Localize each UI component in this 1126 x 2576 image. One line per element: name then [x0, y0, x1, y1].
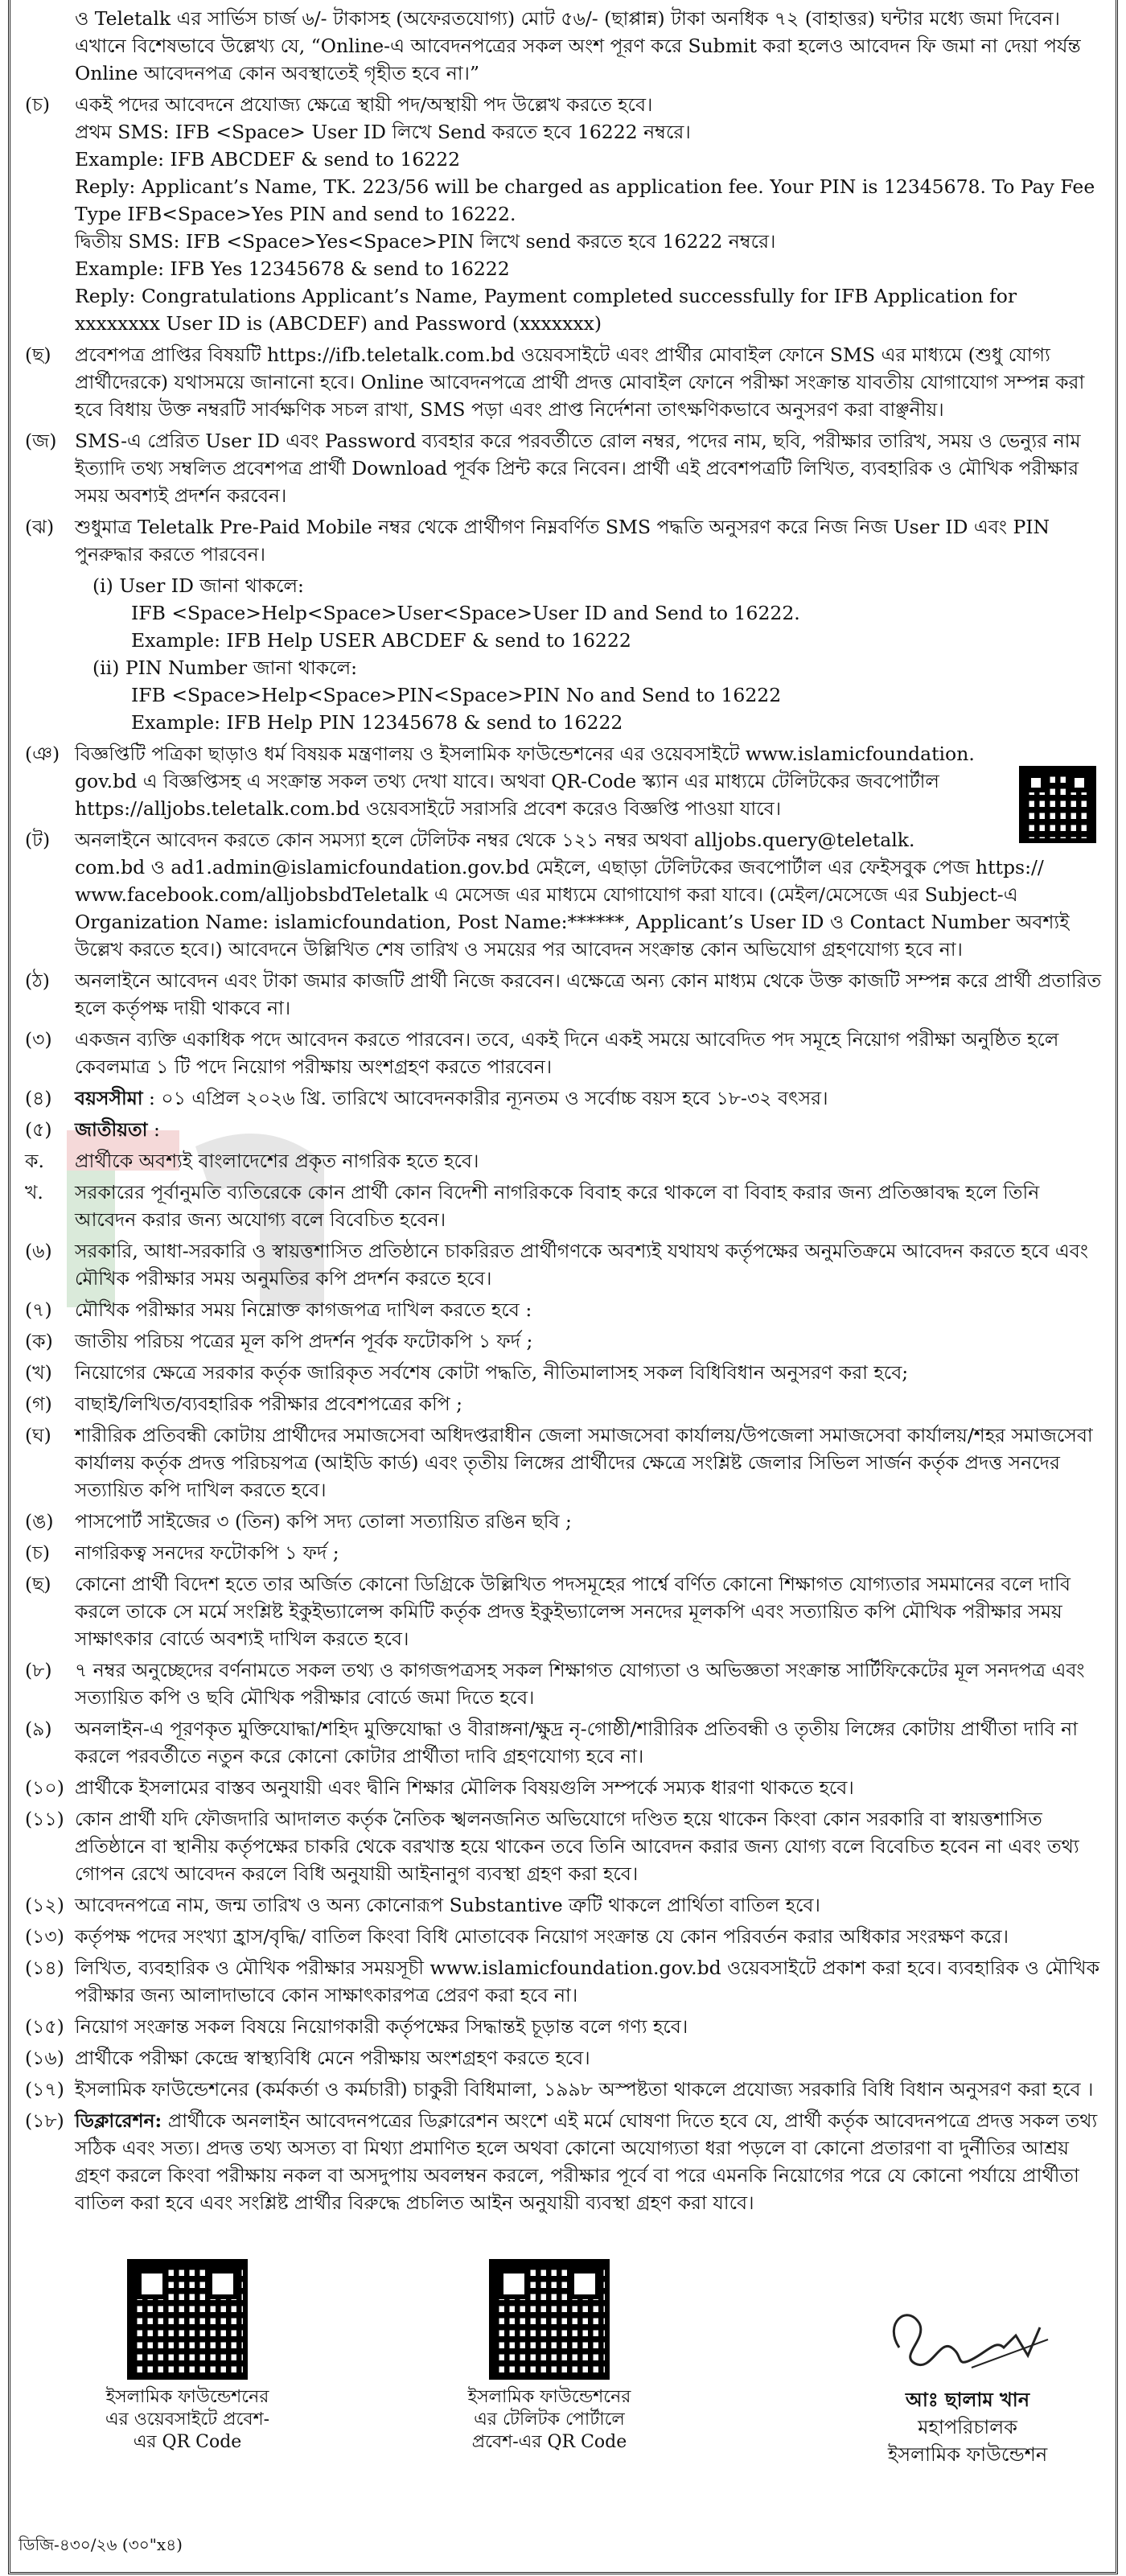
clause-line: [75, 1084, 1103, 1112]
clause-line: শারীরিক প্রতিবন্ধী কোটায় প্রার্থীদের সমাজসেবা অধিদপ্তরাধীন জেলা সমাজসেবা কার্যালয়/উপজেলা সমাজসেবা কার্যালয়/শহর সমাজসেবা কার্যালয় কর্তৃক প্রদত্ত পরিচয়পত্র (আইডি কার্ড) এবং তৃতীয় লিঙ্গের প্রার্থীদের ক্ষেত্রে সংশ্লিষ্ট জেলার সিভিল সার্জন কর্তৃক প্রদত্ত সনদের সত্যায়িত কপি দাখিল করতে হবে।: [75, 1424, 1093, 1501]
clause-text: [75, 1656, 1103, 1711]
userid-recovery-line: Example: IFB Help USER ABCDEF & send to 16222: [131, 629, 631, 652]
qr2-caption-line-1: ইসলামিক ফাউন্ডেশনের: [467, 2387, 631, 2407]
clause-marker: (চ): [25, 1541, 51, 1564]
clause-item: [25, 1147, 1103, 1175]
clause-text: [75, 1237, 1103, 1292]
clause-text: [75, 826, 1103, 963]
clause-line: নিয়োগ সংক্রান্ত সকল বিষয়ে নিয়োগকারী কর্তৃপক্ষের সিদ্ধান্তই চূড়ান্ত বলে গণ্য হবে।: [75, 2015, 688, 2038]
clause-text: [75, 1296, 1103, 1323]
clause-item: [25, 1715, 1103, 1770]
clause-marker: (চ): [25, 93, 51, 116]
clause-marker: ক.: [25, 1150, 44, 1172]
notice-page: [8, 0, 1118, 2574]
clause-line: ৭ নম্বর অনুচ্ছেদের বর্ণনামতে সকল তথ্য ও কাগজপত্রসহ সকল শিক্ষাগত যোগ্যতা ও অভিজ্ঞতা সংক্রান্ত সার্টিফিকেটের মূল সনদপত্র এবং সত্যায়িত কপি ও ছবি মৌখিক পরীক্ষার বোর্ডে জমা দিতে হবে।: [75, 1659, 1085, 1709]
clause-marker: খ.: [25, 1181, 43, 1204]
clause-item: [25, 2076, 1103, 2103]
notice-body: [25, 5, 1103, 2220]
clause-line: বাছাই/লিখিত/ব্যবহারিক পরীক্ষার প্রবেশপত্রের কপি ;: [75, 1393, 463, 1415]
pin-recovery-line: Example: IFB Help PIN 12345678 & send to 16222: [131, 711, 623, 734]
clause-text: [75, 1116, 1103, 1143]
clause-item: [25, 513, 1103, 568]
clause-item: [25, 1026, 1103, 1080]
clause-marker: (ঠ): [25, 969, 50, 992]
clause-line: অনলাইন-এ পূরণকৃত মুক্তিযোদ্ধা/শহিদ মুক্তিযোদ্ধা ও বীরাঙ্গনা/ক্ষুদ্র নৃ-গোষ্ঠী/শারীরিক প্রতিবন্ধী ও তৃতীয় লিঙ্গের কোটায় প্রার্থীতা দাবি না করলে পরবর্তীতে নতুন করে কোনো কোটার প্রার্থীতা দাবি গ্রহণযোগ্য হবে না।: [75, 1718, 1079, 1767]
clause-line-text: প্রার্থীকে অনলাইন আবেদনপত্রের ডিক্লারেশন অংশে এই মর্মে ঘোষণা দিতে হবে যে, প্রার্থী কর্তৃক আবেদনপত্রে প্রদত্ত সকল তথ্য সঠিক এবং সত্য। প্রদত্ত তথ্য অসত্য বা মিথ্যা প্রমাণিত হলে অথবা কোনো অযোগ্যতা ধরা পড়লে বা কোনো প্রতারণা বা দুর্নীতির আশ্রয় গ্রহণ করলে কিংবা পরীক্ষায় নকল বা অসদুপায় অবলম্বন করলে, পরীক্ষার পূর্বে বা পরে এমনকি নিয়োগের পরে যে কোনো পর্যায়ে প্রার্থীতা বাতিল করা হবে এবং সংশ্লিষ্ট প্রার্থীর বিরুদ্ধে প্রচলিত আইন অনুযায়ী ব্যবস্থা গ্রহণ করা যাবে।: [75, 2109, 1098, 2214]
clause-marker: (১৭): [25, 2078, 64, 2101]
clause-item: [25, 1923, 1103, 1950]
clause-item: [25, 1084, 1103, 1112]
clause-line: সরকারি, আধা-সরকারি ও স্বায়ত্তশাসিত প্রতিষ্ঠানে চাকরিরত প্রার্থীগণকে অবশ্যই যথাযথ কর্তৃপক্ষের অনুমতিক্রমে আবেদন করতে হবে এবং মৌখিক পরীক্ষার সময় অনুমতির কপি প্রদর্শন করতে হবে।: [75, 1240, 1088, 1290]
clause-marker: (১৮): [25, 2109, 64, 2132]
clause-item: [25, 2107, 1103, 2216]
clause-line: Reply: Applicant’s Name, TK. 223/56 will be charged as application fee. Your PIN is 12345678. To Pay Fee Type IFB<Space>Yes PIN and send to 16222.: [75, 175, 1095, 225]
clause-marker: (গ): [25, 1393, 52, 1415]
clause-marker: (ঙ): [25, 1510, 54, 1533]
clause-line: নাগরিকত্ব সনদের ফটোকপি ১ ফর্দ ;: [75, 1541, 339, 1564]
clause-marker: (১১): [25, 1808, 64, 1830]
clause-line: মৌখিক পরীক্ষার সময় নিম্নোক্ত কাগজপত্র দাখিল করতে হবে :: [75, 1298, 532, 1321]
clause-text: [75, 1359, 1103, 1386]
clause-line: শুধুমাত্র Teletalk Pre-Paid Mobile নম্বর থেকে প্রার্থীগণ নিম্নবর্ণিত SMS পদ্ধতি অনুসরণ করে নিজ নিজ User ID এবং PIN পুনরুদ্ধার করতে পারবেন।: [75, 516, 1050, 566]
clause-marker: (৭): [25, 1298, 52, 1321]
clause-item: [25, 5, 1103, 87]
clause-item: [25, 967, 1103, 1022]
clause-line: প্রার্থীকে অবশ্যই বাংলাদেশের প্রকৃত নাগরিক হতে হবে।: [75, 1150, 479, 1172]
clause-marker: (জ): [25, 430, 57, 452]
clause-line: অনলাইনে আবেদন এবং টাকা জমার কাজটি প্রার্থী নিজে করবেন। এক্ষেত্রে অন্য কোন মাধ্যম থেকে উক্ত কাজটি সম্পন্ন করে প্রার্থী প্রতারিত হলে কর্তৃপক্ষ দায়ী থাকবে না।: [75, 969, 1102, 1019]
clause-line: প্রবেশপত্র প্রাপ্তির বিষয়টি https://ifb.teletalk.com.bd ওয়েবসাইটে এবং প্রার্থীর মোবাইল ফোনে SMS এর মাধ্যমে (শুধু যোগ্য প্রার্থীদেরকে) যথাসময়ে জানানো হবে। Online আবেদনপত্রে প্রার্থী প্রদত্ত মোবাইল ফোনে পরীক্ষা সংক্রান্ত যাবতীয় যোগাযোগ সম্পন্ন করা হবে বিধায় উক্ত নম্বরটি সার্বক্ষণিক সচল রাখা, SMS পড়া এবং প্রাপ্ত নির্দেশনা তাৎক্ষণিকভাবে অনুসরণ করা বাঞ্ছনীয়।: [75, 344, 1085, 421]
clause-item: [25, 1539, 1103, 1566]
clause-marker: (১৪): [25, 1957, 64, 1979]
clause-text: [75, 1390, 1103, 1418]
teletalk-qr-block: [461, 2259, 638, 2454]
clause-marker: (১০): [25, 1776, 64, 1799]
clause-line: প্রথম SMS: IFB <Space> User ID লিখে Send করতে হবে 16222 নম্বরে।: [75, 121, 691, 143]
pin-recovery-title: (ii) PIN Number জানা থাকলে:: [92, 656, 358, 679]
clause-item: [25, 1390, 1103, 1418]
clause-line-text: :: [147, 1118, 160, 1141]
clause-line: ও Teletalk এর সার্ভিস চার্জ ৬/- টাকাসহ (অফেরতযোগ্য) মোট ৫৬/- (ছাপ্পান্ন) টাকা অনধিক ৭২ (বাহাত্তর) ঘন্টার মধ্যে জমা দিবেন।: [75, 7, 1060, 30]
clause-marker: (৮): [25, 1659, 52, 1681]
clause-item: [25, 1805, 1103, 1887]
clause-line: এখানে বিশেষভাবে উল্লেখ্য যে, “Online-এ আবেদনপত্রের সকল অংশ পূরণ করে Submit করা হলেও আবেদন ফি জমা না দেয়া পর্যন্ত Online আবেদনপত্র কোন অবস্থাতেই গৃহীত হবে না।”: [75, 35, 1081, 84]
clause-line: অনলাইনে আবেদন করতে কোন সমস্যা হলে টেলিটক নম্বর থেকে ১২১ নম্বর অথবা alljobs.query@teletalk.: [75, 829, 915, 851]
signatory-name: আঃ ছালাম খান: [905, 2388, 1030, 2411]
clause-text: [75, 1179, 1103, 1233]
clause-line-text: : ০১ এপ্রিল ২০২৬ খ্রি. তারিখে আবেদনকারীর ন্যূনতম ও সর্বোচ্চ বয়স হবে ১৮-৩২ বৎসর।: [142, 1087, 828, 1109]
handwritten-signature: [875, 2291, 1060, 2380]
signatory-title: মহাপরিচালক: [918, 2416, 1017, 2438]
clause-marker: (৫): [25, 1118, 52, 1141]
clause-item: [25, 826, 1103, 963]
qr1-caption-line-3: এর QR Code: [133, 2432, 242, 2452]
userid-recovery-line: IFB <Space>Help<Space>User<Space>User ID and Send to 16222.: [131, 602, 800, 624]
clause-line: বিজ্ঞপ্তিটি পত্রিকা ছাড়াও ধর্ম বিষয়ক মন্ত্রণালয় ও ইসলামিক ফাউন্ডেশনের এর ওয়েবসাইটে www.islamicfoundation.: [75, 743, 975, 765]
clause-text: [75, 513, 1103, 568]
clause-text: [75, 1570, 1103, 1652]
clause-marker: (১২): [25, 1894, 64, 1916]
clause-item: [25, 1656, 1103, 1711]
alljobs-portal-qr-code[interactable]: [1019, 766, 1096, 843]
clause-marker: (১৬): [25, 2047, 64, 2069]
clause-marker: (১৫): [25, 2015, 64, 2038]
clause-marker: (৩): [25, 1028, 52, 1051]
clause-item: [25, 2013, 1103, 2040]
clause-text: [75, 1084, 1103, 1112]
clause-marker: (খ): [25, 1361, 52, 1384]
clause-item: [25, 1327, 1103, 1355]
clause-heading: ডিক্লারেশন:: [75, 2109, 162, 2132]
clause-marker: (ছ): [25, 344, 51, 366]
clause-line: পাসপোর্ট সাইজের ৩ (তিন) কপি সদ্য তোলা সত্যায়িত রঙিন ছবি ;: [75, 1510, 572, 1533]
clause-line: একজন ব্যক্তি একাধিক পদে আবেদন করতে পারবেন। তবে, একই দিনে একই সময়ে আবেদিত পদ সমূহে নিয়োগ পরীক্ষা অনুষ্ঠিত হলে কেবলমাত্র ১ টি পদে নিয়োগ পরীক্ষায় অংশগ্রহণ করতে পারবেন।: [75, 1028, 1059, 1078]
signature-block: [855, 2291, 1080, 2468]
qr2-caption-line-3: প্রবেশ-এর QR Code: [471, 2432, 627, 2452]
clause-text: [75, 1508, 1103, 1535]
clause-text: [75, 1026, 1103, 1080]
clause-line: কোনো প্রার্থী বিদেশ হতে তার অর্জিত কোনো ডিগ্রিকে উল্লিখিত পদসমূহের পার্শ্বে বর্ণিত কোনো শিক্ষাগত যোগ্যতার সমমানের বলে দাবি করলে তাকে সে মর্মে সংশ্লিষ্ট ইকুইভ্যালেন্স কমিটি কর্তৃক প্রদত্ত ইকুইভ্যালেন্স সনদের মূলকপি এবং সত্যায়িত কপি মৌখিক পরীক্ষার সময় সাক্ষাৎকার বোর্ডে অবশ্যই দাখিল করতে হবে।: [75, 1573, 1071, 1650]
clause-item: [25, 1296, 1103, 1323]
clause-marker: (ঝ): [25, 516, 55, 538]
qr1-caption-line-1: ইসলামিক ফাউন্ডেশনের: [105, 2387, 269, 2407]
website-qr-code[interactable]: [127, 2259, 248, 2380]
clause-text: [75, 1327, 1103, 1355]
clause-text: [75, 427, 1103, 509]
clause-text: [75, 1147, 1103, 1175]
clause-text: [75, 2013, 1103, 2040]
clause-item: [25, 91, 1103, 337]
clause-line: দ্বিতীয় SMS: IFB <Space>Yes<Space>PIN লিখে send করতে হবে 16222 নম্বরে।: [75, 230, 776, 253]
clause-text: [75, 1715, 1103, 1770]
website-qr-block: [99, 2259, 276, 2454]
clause-marker: (৬): [25, 1240, 52, 1262]
qr2-caption-line-2: এর টেলিটক পোর্টালে: [474, 2409, 625, 2430]
clause-text: [75, 967, 1103, 1022]
clause-heading: বয়সসীমা: [75, 1087, 143, 1109]
clause-marker: (ঘ): [25, 1424, 51, 1446]
clause-text: [75, 1774, 1103, 1801]
clause-line: লিখিত, ব্যবহারিক ও মৌখিক পরীক্ষার সময়সূচী www.islamicfoundation.gov.bd ওয়েবসাইটে প্রকাশ করা হবে। ব্যবহারিক ও মৌখিক পরীক্ষার জন্য আলাদাভাবে কোন সাক্ষাৎকারপত্র প্রেরণ করা হবে না।: [75, 1957, 1100, 2006]
clause-line: কোন প্রার্থী যদি ফৌজদারি আদালত কর্তৃক নৈতিক স্খলনজনিত অভিযোগে দণ্ডিত হয়ে থাকেন কিংবা কোন সরকারি বা স্বায়ত্তশাসিত প্রতিষ্ঠানে বা স্থানীয় কর্তৃপক্ষের চাকরি থেকে বরখাস্ত হয়ে থাকেন তবে তিনি আবেদন করার জন্য যোগ্য বলে বিবেচিত হবেন না এবং তথ্য গোপন রেখে আবেদন করলে বিধি অনুযায়ী আইনানুগ ব্যবস্থা গ্রহণ করা হবে।: [75, 1808, 1079, 1885]
clause-text: [75, 91, 1103, 337]
clause-item: [25, 1891, 1103, 1919]
clause-item: [25, 740, 1103, 822]
clause-text: [75, 1923, 1103, 1950]
clause-marker: (৪): [25, 1087, 52, 1109]
clause-text: [75, 1954, 1103, 2009]
clause-line: gov.bd এ বিজ্ঞপ্তিসহ এ সংক্রান্ত সকল তথ্য দেখা যাবে। অথবা QR-Code স্ক্যান এর মাধ্যমে টেলিটকের জবপোর্টাল: [75, 770, 939, 792]
clause-text: [75, 1805, 1103, 1887]
pin-recovery-line: IFB <Space>Help<Space>PIN<Space>PIN No and Send to 16222: [131, 684, 782, 706]
clause-line: ইসলামিক ফাউন্ডেশনের (কর্মকর্তা ও কর্মচারী) চাকুরী বিধিমালা, ১৯৯৮ অস্পষ্টতা থাকলে প্রযোজ্য সরকারি বিধি বিধান অনুসরণ করা হবে ।: [75, 2078, 1094, 2101]
clause-item: [25, 2044, 1103, 2072]
clause-item: [25, 1237, 1103, 1292]
clause-text: [75, 341, 1103, 423]
clause-item: [25, 1570, 1103, 1652]
clause-item: [25, 1508, 1103, 1535]
clause-line: [75, 1116, 1103, 1143]
footer: [10, 2259, 1120, 2565]
clause-line: SMS-এ প্রেরিত User ID এবং Password ব্যবহার করে পরবর্তীতে রোল নম্বর, পদের নাম, ছবি, পরীক্ষার তারিখ, সময় ও ভেন্যুর নাম ইত্যাদি তথ্য সম্বলিত প্রবেশপত্র প্রার্থী Download পূর্বক প্রিন্ট করে নিবেন। প্রার্থী এই প্রবেশপত্রটি লিখিত, ব্যবহারিক ও মৌখিক পরীক্ষার সময় অবশ্যই প্রদর্শন করবেন।: [75, 430, 1081, 507]
clause-marker: (ছ): [25, 1573, 51, 1595]
qr1-caption-line-2: এর ওয়েবসাইটে প্রবেশ-: [105, 2409, 270, 2430]
clause-text: [75, 1539, 1103, 1566]
clause-item: [25, 341, 1103, 423]
clause-item: [25, 1359, 1103, 1386]
clause-marker: (১৩): [25, 1925, 64, 1948]
clause-line: জাতীয় পরিচয় পত্রের মূল কপি প্রদর্শন পূর্বক ফটোকপি ১ ফর্দ ;: [75, 1330, 533, 1352]
clause-line: Reply: Congratulations Applicant’s Name, Payment completed successfully for IFB Application for xxxxxxxx User ID is (ABCDEF) and Password (xxxxxxx): [75, 285, 1017, 335]
clause-line: প্রার্থীকে ইসলামের বাস্তব অনুযায়ী এবং দ্বীনি শিক্ষার মৌলিক বিষয়গুলি সম্পর্কে সম্যক ধারণা থাকতে হবে।: [75, 1776, 854, 1799]
clause-line: আবেদনপত্রে নাম, জন্ম তারিখ ও অন্য কোনোরূপ Substantive ত্রুটি থাকলে প্রার্থিতা বাতিল হবে।: [75, 1894, 820, 1916]
clause-text: [75, 1422, 1103, 1504]
clause-item: [25, 1954, 1103, 2009]
clause-item: [25, 1774, 1103, 1801]
clause-heading: জাতীয়তা: [75, 1118, 148, 1141]
clause-line: নিয়োগের ক্ষেত্রে সরকার কর্তৃক জারিকৃত সর্বশেষ কোটা পদ্ধতি, নীতিমালাসহ সকল বিধিবিধান অনুসরণ করা হবে;: [75, 1361, 909, 1384]
clause-text: [75, 2107, 1103, 2216]
clause-item: [25, 427, 1103, 509]
clause-text: [75, 5, 1103, 87]
clause-text: [75, 740, 1103, 822]
clause-line: com.bd ও ad1.admin@islamicfoundation.gov.bd মেইলে, এছাড়া টেলিটকের জবপোর্টাল এর ফেইসবুক পেজ https:// www.facebook.com/alljobsbdTeletalk এ মেসেজ এর মাধ্যমে যোগাযোগ করা যাবে। (মেইল/মেসেজে এর Subject-এ Organization Name: islamicfoundation, Post Name:******, Applicant’s User ID ও Contact Number অবশ্যই উল্লেখ করতে হবে।) আবেদনে উল্লিখিত শেষ তারিখ ও সময়ের পর আবেদন সংক্রান্ত কোন অভিযোগ গ্রহণযোগ্য হবে না।: [75, 856, 1070, 961]
clause-marker: (৯): [25, 1718, 52, 1740]
userid-recovery-title: (i) User ID জানা থাকলে:: [92, 574, 304, 597]
clause-item: [25, 1179, 1103, 1233]
clause-line: Example: IFB Yes 12345678 & send to 16222: [75, 257, 510, 280]
teletalk-portal-qr-code[interactable]: [489, 2259, 610, 2380]
clause-item: [25, 1422, 1103, 1504]
clause-marker: (ট): [25, 829, 51, 851]
reference-code: ডিজি-৪৩০/২৬ (৩০"x৪): [18, 2535, 183, 2554]
clause-line: Example: IFB ABCDEF & send to 16222: [75, 148, 461, 171]
signatory-organization: ইসলামিক ফাউন্ডেশন: [887, 2443, 1048, 2466]
clause-line: [75, 2107, 1103, 2216]
clause-line: একই পদের আবেদনে প্রযোজ্য ক্ষেত্রে স্থায়ী পদ/অস্থায়ী পদ উল্লেখ করতে হবে।: [75, 93, 653, 116]
clause-line: সরকারের পূর্বানুমতি ব্যতিরেকে কোন প্রার্থী কোন বিদেশী নাগরিককে বিবাহ করে থাকলে বা বিবাহ করার জন্য প্রতিজ্ঞাবদ্ধ হলে তিনি আবেদন করার জন্য অযোগ্য বলে বিবেচিত হবেন।: [75, 1181, 1040, 1231]
clause-item: [25, 1116, 1103, 1143]
clause-line: https://alljobs.teletalk.com.bd ওয়েবসাইটে সরাসরি প্রবেশ করেও বিজ্ঞপ্তি পাওয়া যাবে।: [75, 797, 782, 820]
clause-text: [75, 1891, 1103, 1919]
clause-marker: (ক): [25, 1330, 53, 1352]
recovery-instructions: [75, 572, 1103, 736]
clause-text: [75, 2076, 1103, 2103]
clause-line: কর্তৃপক্ষ পদের সংখ্যা হ্রাস/বৃদ্ধি/ বাতিল কিংবা বিধি মোতাবেক নিয়োগ সংক্রান্ত যে কোন পরিবর্তন করার অধিকার সংরক্ষণ করে।: [75, 1925, 1009, 1948]
clause-line: প্রার্থীকে পরীক্ষা কেন্দ্রে স্বাস্থ্যবিধি মেনে পরীক্ষায় অংশগ্রহণ করতে হবে।: [75, 2047, 590, 2069]
clause-marker: (ঞ): [25, 743, 60, 765]
clause-text: [75, 2044, 1103, 2072]
